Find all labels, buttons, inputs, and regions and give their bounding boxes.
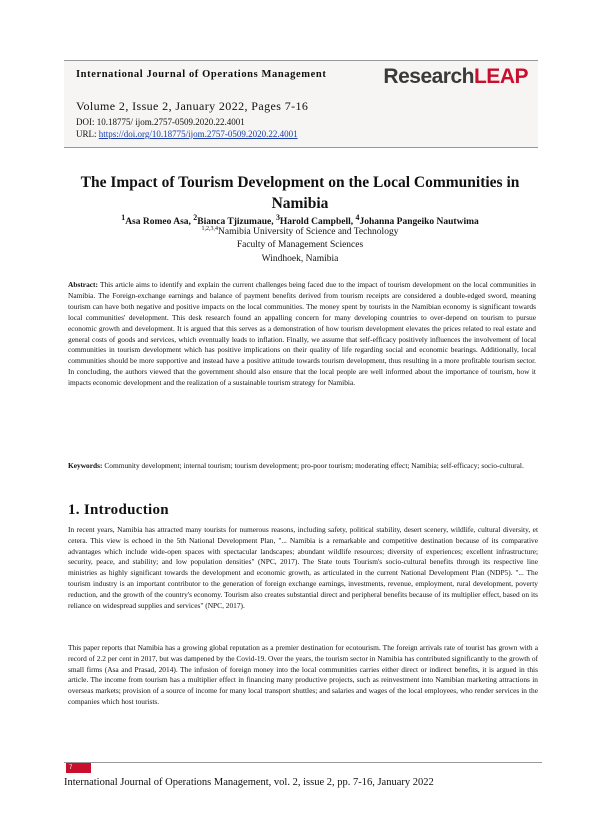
affiliation-faculty: Faculty of Management Sciences (236, 240, 364, 250)
author-list: $^1$Asa Romeo Asa, $^2$Bianca Tjizumaue, $^3$Harold Campbell, $^4$Johanna Pangeiko Nautwima (121, 213, 479, 228)
logo-leap-text: LEAP (473, 65, 528, 88)
researchleap-logo (383, 65, 528, 89)
keywords-text: Community development; internal tourism; tourism development; pro-poor tourism; moderating effect; Namibia; self-efficacy; socio-cultural. (102, 461, 524, 470)
footer-citation: International Journal of Operations Management, vol. 2, issue 2, pp. 7-16, January 2022 (64, 777, 434, 788)
url-label: URL: (76, 129, 99, 139)
doi-line: DOI: 10.18775/ ijom.2757-0509.2020.22.4001 (76, 117, 245, 127)
keywords (68, 460, 536, 471)
section-heading-introduction: 1. Introduction (68, 502, 169, 518)
affiliation-city: Windhoek, Namibia (261, 254, 339, 264)
footer-divider (64, 762, 542, 763)
doi-link[interactable]: https://doi.org/10.18775/ijom.2757-0509.2020.22.4001 (98, 129, 298, 139)
keywords-label: Keywords: (68, 461, 103, 470)
url-line (76, 129, 298, 139)
logo-research-text: Research (383, 65, 474, 88)
volume-line: Volume 2, Issue 2, January 2022, Pages 7-16 (76, 99, 309, 113)
journal-name: International Journal of Operations Management (76, 69, 327, 80)
abstract-label: Abstract: (68, 280, 98, 289)
intro-paragraph-1: In recent years, Namibia has attracted many tourists for numerous reasons, including safety, political stability, desert scenery, wildlife, cultural diversity, et cetera. This view is echoed in the 5th National Development Plan, "... Namibia is a remarkable and competitive destination because of its comparative advantages which include wide-open spaces with spectacular landscapes; abundant wildlife resources; diversity of experiences; excellent infrastructure; security, peace, and stability; and low population densities" (NPC, 2017). The State touts Tourism's socio-cultural benefits through its respective line ministries as highly significant towards the development and economic growth, as articulated in the current National Development Plan (NDP5). "... The tourism industry is an important contributor to the generation of foreign exchange earnings, investments, revenue, employment, rural development, poverty reduction, and the growth of the country's economy. Tourism also creates substantial direct and peripheral benefits because of its multiplier effect, based on its reliance on widespread supplies and services" (NPC, 2017). (68, 525, 538, 610)
intro-paragraph-2: This paper reports that Namibia has a growing global reputation as a premier destination for ecotourism. The foreign arrivals rate of tourist has grown with a record of 2.2 per cent in 2017, but was dampened by the Covid-19. Over the years, the tourism sector in Namibia has contributed significantly to the growth of small firms (Asa and Prasad, 2014). The infusion of foreign money into the local communities carries either direct or indirect benefits, it is argued in this article. The income from tourism has a multiplier effect in financing many productive projects, such as reinvestment into Namibian marketing attractions in overseas markets; provision of a source of income for many local transport shuttles; and salaries and wages of the local employees, who render services in the companies which host tourists. (68, 643, 538, 706)
journal-header (64, 60, 538, 148)
abstract-text: This article aims to identify and explain the current challenges being faced due to the impact of tourism development on the local communities in Namibia. The Foreign-exchange earnings and balance of payment benefits derived from tourism receipts are considered a double-edged sword, meaning tourism can have both negative and positive impacts on the local communities. The money spent by tourists in the Namibian economy is significant towards local communities' development. This desk research found an appalling concern for many developing countries to over-depend on tourism to pursue economic growth and development. It is argued that this serves as a demonstration of how tourism development elevates the prices related to real estate and general costs of goods and services, which eventually leads to inflation. Finally, we assume that self-efficacy positively influences the involvement of local communities in tourism development which has positive implications on their quality of life regarding social and economic bearings. Additionally, local communities should be more supportive and instead have a positive attitude towards tourism development, thus resulting in a more profitable tourism sector. In concluding, the authors viewed that the government should also ensure that the local people are well informed about the importance of tourism, how it impacts economic development and the realization of a sustainable tourism strategy for Namibia. (68, 280, 536, 388)
paper-title: The Impact of Tourism Development on the Local Communities in Namibia (80, 174, 520, 212)
affiliation-university: $^{1,2,3,4}$Namibia University of Science and Technology (201, 226, 399, 238)
abstract (68, 280, 536, 389)
page-number-badge: 7 (66, 763, 91, 773)
